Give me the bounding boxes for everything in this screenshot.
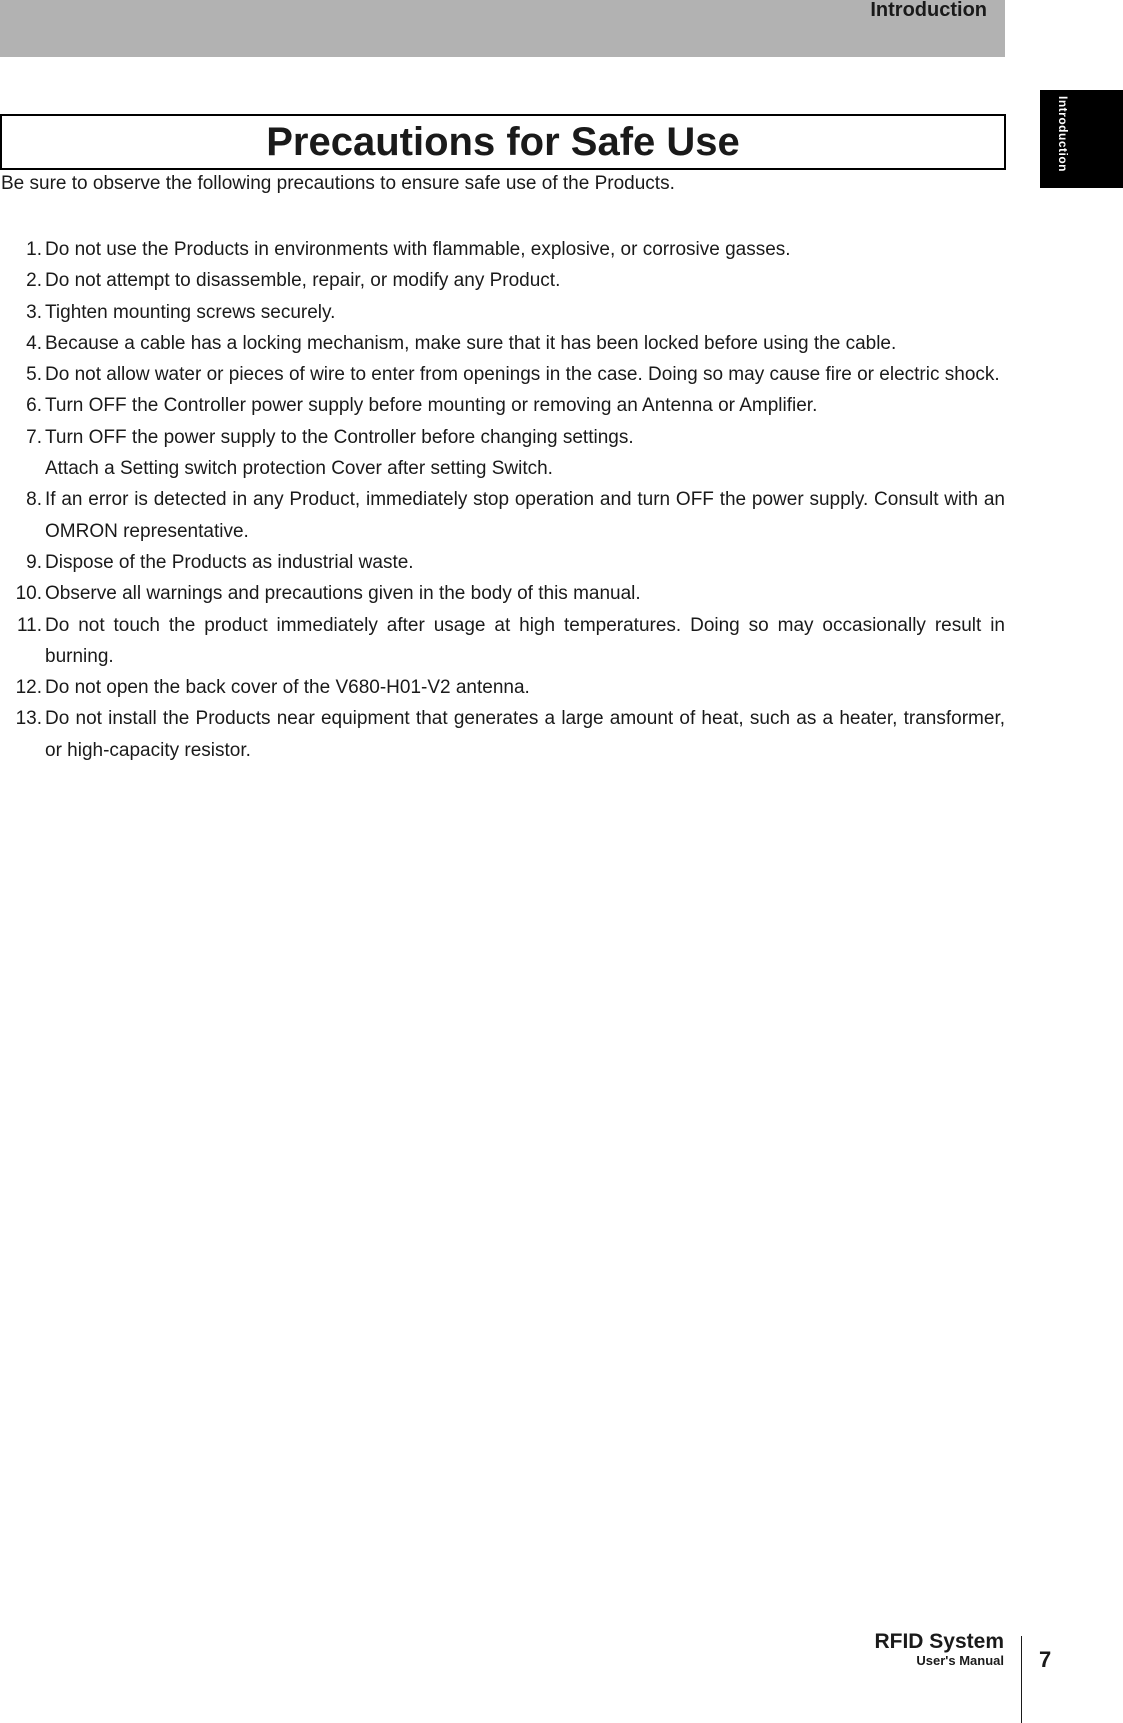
precaution-item: [0, 610, 1005, 673]
section-title: Introduction: [870, 0, 987, 21]
header-bar: [0, 0, 1005, 57]
precaution-text: Observe all warnings and precautions given in the body of this manual.: [45, 583, 641, 605]
precaution-number: 6.: [26, 395, 42, 417]
precaution-item: [0, 578, 1005, 609]
side-tab-label: Introduction: [1056, 96, 1070, 172]
precaution-item: [0, 422, 1005, 485]
precaution-number: 8.: [26, 489, 42, 511]
page-title-box: [0, 114, 1006, 170]
precaution-text: Do not allow water or pieces of wire to enter from openings in the case. Doing so may cause fire or electric shock.: [45, 364, 1000, 386]
precaution-item: [0, 672, 1005, 703]
precaution-item: [0, 547, 1005, 578]
precaution-text: Because a cable has a locking mechanism, make sure that it has been locked before using the cable.: [45, 332, 897, 354]
footer-manual-title: RFID System: [874, 1630, 1004, 1653]
side-tab-introduction[interactable]: [1040, 90, 1123, 188]
precaution-text: Dispose of the Products as industrial waste.: [45, 551, 414, 573]
precaution-number: 12.: [15, 677, 42, 699]
precaution-list: [0, 234, 1005, 766]
precaution-item: [0, 328, 1005, 359]
precaution-text: Do not attempt to disassemble, repair, or modify any Product.: [45, 270, 561, 292]
page-number: 7: [1039, 1647, 1052, 1672]
precaution-text: Do not open the back cover of the V680-H01-V2 antenna.: [45, 677, 530, 699]
footer-manual-subtitle: User's Manual: [916, 1653, 1004, 1668]
precaution-number: 3.: [26, 301, 42, 323]
precaution-number: 5.: [26, 364, 42, 386]
precaution-item: [0, 234, 1005, 265]
precaution-text: Attach a Setting switch protection Cover after setting Switch.: [45, 458, 553, 480]
precaution-number: 2.: [26, 270, 42, 292]
precaution-number: 7.: [26, 426, 42, 448]
intro-text: Be sure to observe the following precautions to ensure safe use of the Products.: [1, 173, 675, 194]
precaution-text: If an error is detected in any Product, immediately stop operation and turn OFF the power supply. Consult with an OMRON representative.: [45, 489, 1005, 542]
precaution-number: 4.: [26, 332, 42, 354]
precaution-item: [0, 297, 1005, 328]
precaution-number: 1.: [26, 239, 42, 260]
precaution-number: 9.: [26, 551, 42, 573]
precaution-item: [0, 265, 1005, 296]
precaution-text: Do not use the Products in environments with flammable, explosive, or corrosive gasses.: [45, 239, 791, 260]
precaution-text: Tighten mounting screws securely.: [45, 301, 336, 323]
precaution-item: [0, 484, 1005, 547]
precaution-number: 11.: [16, 614, 42, 636]
precaution-text: Turn OFF the Controller power supply before mounting or removing an Antenna or Amplifier.: [45, 395, 818, 417]
footer-divider: [1021, 1636, 1022, 1723]
page-title: Precautions for Safe Use: [266, 119, 740, 164]
precaution-text: Do not touch the product immediately after usage at high temperatures. Doing so may occasionally result in burning.: [45, 614, 1005, 667]
precaution-item: [0, 359, 1005, 390]
precaution-number: 10.: [15, 583, 42, 605]
precaution-number: 13.: [15, 708, 42, 730]
precaution-item: [0, 703, 1005, 766]
precaution-text: Turn OFF the power supply to the Controller before changing settings.: [45, 426, 634, 448]
precaution-item: [0, 390, 1005, 421]
precaution-text: Do not install the Products near equipment that generates a large amount of heat, such as a heater, transformer, or high-capacity resistor.: [45, 708, 1005, 761]
